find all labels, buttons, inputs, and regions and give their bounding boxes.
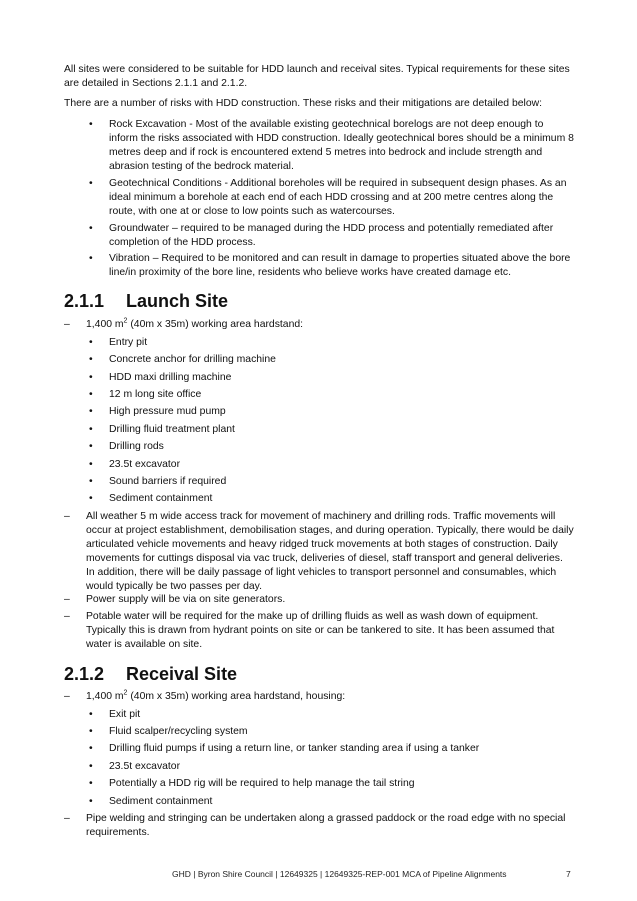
section-heading-receival xyxy=(64,663,237,685)
risk-item: • Geotechnical Conditions - Additional boreholes will be required in subsequent design phases. As an ideal minimum a borehole at each end of each HDD crossing and at 200 metre centres along the route, with one at or close to low points such as watercourses. xyxy=(109,177,574,219)
section-title: Launch Site xyxy=(126,291,229,311)
receival-list-item: • Sediment containment xyxy=(109,795,574,809)
launch-list-item: • 23.5t excavator xyxy=(109,458,574,472)
intro-paragraph-1: All sites were considered to be suitable for HDD launch and receival sites. Typical requirements for these sites are detailed in Sections 2.1.1 and 2.1.2. xyxy=(64,64,570,89)
page-number: 7 xyxy=(566,869,571,879)
launch-list-item: • HDD maxi drilling machine xyxy=(109,371,574,385)
launch-power-item: – Power supply will be via on site generators. xyxy=(86,593,574,607)
receival-pipe-item: – Pipe welding and stringing can be undertaken along a grassed paddock or the road edge with no special requirements. xyxy=(86,812,574,840)
launch-list-item: • Sediment containment xyxy=(109,492,574,506)
receival-area-item: – 1,400 $m^2$ (40m x 35m) working area hardstand, housing: xyxy=(86,690,574,704)
launch-list-item: • Concrete anchor for drilling machine xyxy=(109,353,574,367)
footer-text: GHD | Byron Shire Council | 12649325 | 12649325-REP-001 MCA of Pipeline Alignments xyxy=(172,869,507,879)
section-number: 2.1.1 xyxy=(64,291,105,311)
launch-area-item: – 1,400 $m^2$ (40m x 35m) working area hardstand: xyxy=(86,318,574,332)
intro-paragraph-2: There are a number of risks with HDD construction. These risks and their mitigations are detailed below: xyxy=(64,98,542,109)
launch-list-item: • Drilling fluid treatment plant xyxy=(109,423,574,437)
section-heading-launch xyxy=(64,290,228,312)
risk-item: • Groundwater – required to be managed during the HDD process and potentially remediated after completion of the HDD process. xyxy=(109,222,574,250)
launch-list-item: • Drilling rods xyxy=(109,440,574,454)
risk-item: • Rock Excavation - Most of the available existing geotechnical borelogs are not deep enough to inform the risks associated with HDD construction. Ideally geotechnical bores should be a minimum 8 metres deep and if rock is encountered extend 5 metres into bedrock and include strength and abrasion testing of the bedrock material. xyxy=(109,118,574,174)
launch-water-item: – Potable water will be required for the make up of drilling fluids as well as wash down of equipment. Typically this is drawn from hydrant points on site or can be tankered to site. It has been assumed that water is available on site. xyxy=(86,610,574,652)
launch-list-item: • High pressure mud pump xyxy=(109,405,574,419)
launch-list-item: • 12 m long site office xyxy=(109,388,574,402)
section-number: 2.1.2 xyxy=(64,664,105,684)
launch-list-item: • Entry pit xyxy=(109,336,574,350)
receival-list-item: • Drilling fluid pumps if using a return line, or tanker standing area if using a tanker xyxy=(109,742,574,756)
risk-item: • Vibration – Required to be monitored and can result in damage to properties situated above the bore line/in proximity of the bore line, residents who believe works have created damage etc. xyxy=(109,252,574,280)
receival-list-item: • Exit pit xyxy=(109,708,574,722)
receival-list-item: • Fluid scalper/recycling system xyxy=(109,725,574,739)
section-title: Receival Site xyxy=(126,664,238,684)
launch-list-item: • Sound barriers if required xyxy=(109,475,574,489)
receival-list-item: • Potentially a HDD rig will be required to help manage the tail string xyxy=(109,777,574,791)
receival-list-item: • 23.5t excavator xyxy=(109,760,574,774)
launch-access-item: – All weather 5 m wide access track for movement of machinery and drilling rods. Traffic movements will occur at project establishment, demobilisation stages, and during operation. Typically, there would be daily articulated vehicle movements and heavy ridged truck movements at both stages of construction. Daily movements for cuttings disposal via vac truck, deliveries of diesel, staff transport and general deliveries. In addition, there will be daily passage of light vehicles to transport personnel and consumables, which would typically be two passes per day. xyxy=(86,510,574,594)
